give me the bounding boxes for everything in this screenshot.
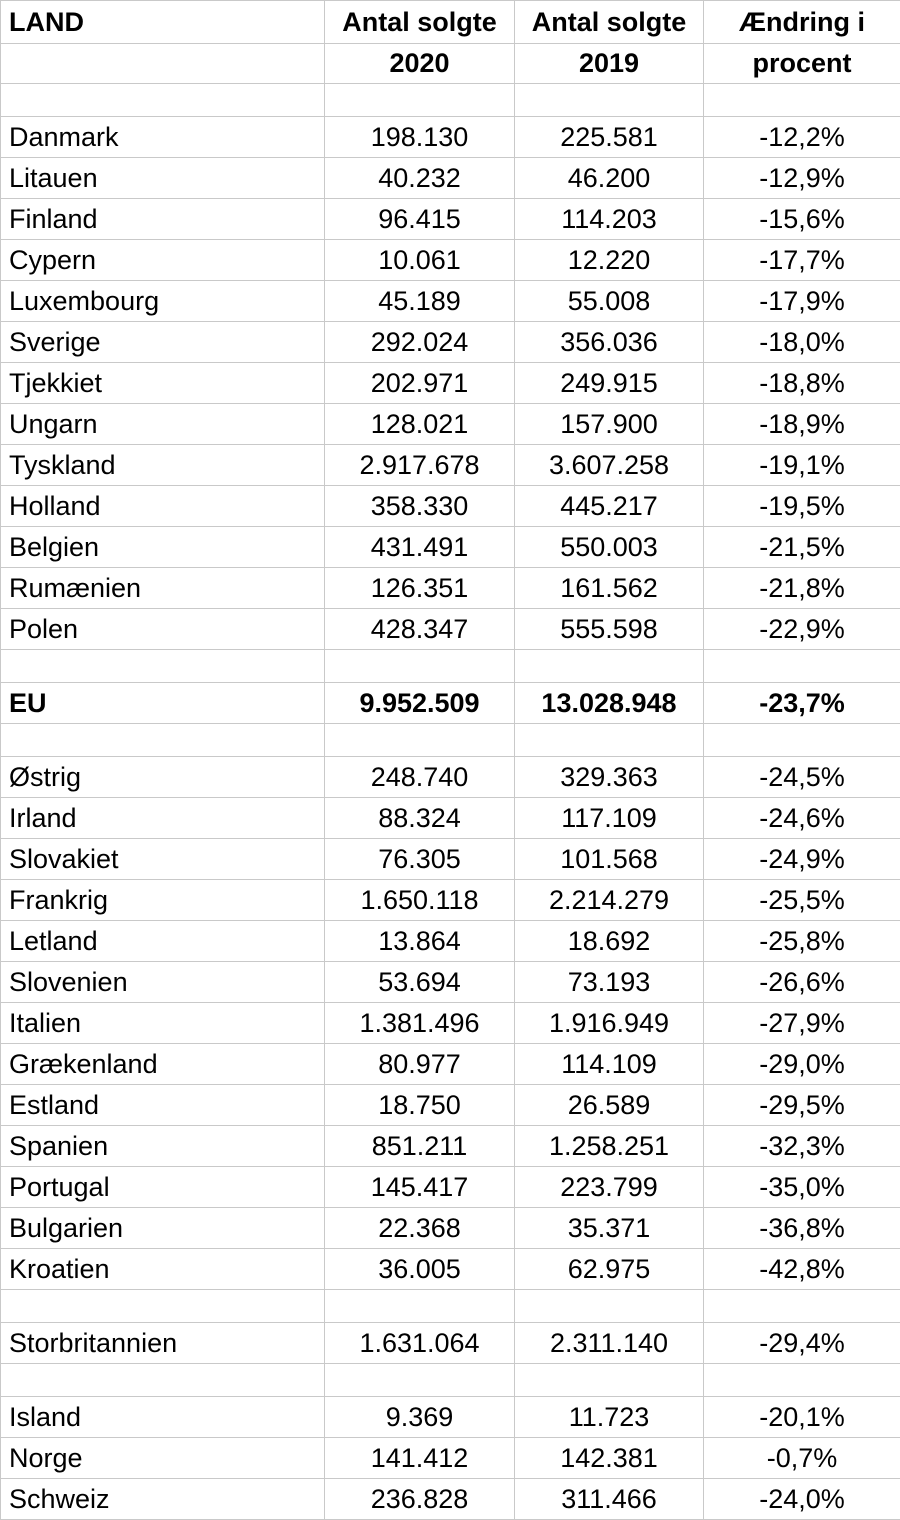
table-row (1, 527, 900, 568)
table-row (1, 281, 900, 322)
cell-change: -22,9% (704, 609, 900, 650)
table-row (1, 798, 900, 839)
spacer-cell (1, 650, 325, 683)
cell-sold-2019: 12.220 (515, 240, 704, 281)
cell-sold-2020: 1.650.118 (325, 880, 515, 921)
cell-sold-2020: 202.971 (325, 363, 515, 404)
spacer-cell (325, 650, 515, 683)
cell-change: -20,1% (704, 1397, 900, 1438)
column-header-sold-2019: Antal solgte (515, 1, 704, 44)
table-row (1, 322, 900, 363)
spacer-cell (515, 650, 704, 683)
spacer-cell (1, 1290, 325, 1323)
cell-sold-2020: 358.330 (325, 486, 515, 527)
spacer-row (1, 724, 900, 757)
cell-land: Luxembourg (1, 281, 325, 322)
column-header-sold-2020: Antal solgte (325, 1, 515, 44)
cell-land: Irland (1, 798, 325, 839)
cell-change: -17,9% (704, 281, 900, 322)
cell-land: Rumænien (1, 568, 325, 609)
cell-sold-2019: 445.217 (515, 486, 704, 527)
cell-change: -32,3% (704, 1126, 900, 1167)
spacer-cell (325, 724, 515, 757)
table-row (1, 609, 900, 650)
cell-sold-2019: 2.311.140 (515, 1323, 704, 1364)
spacer-row (1, 1364, 900, 1397)
cell-land: Danmark (1, 117, 325, 158)
cell-change: -26,6% (704, 962, 900, 1003)
cell-sold-2020: 141.412 (325, 1438, 515, 1479)
cell-land: Kroatien (1, 1249, 325, 1290)
cell-land: Frankrig (1, 880, 325, 921)
cell-land: Slovenien (1, 962, 325, 1003)
spacer-cell (515, 1290, 704, 1323)
cell-sold-2019: 3.607.258 (515, 445, 704, 486)
table-row (1, 1208, 900, 1249)
table-row (1, 1323, 900, 1364)
cell-change: -24,5% (704, 757, 900, 798)
cell-sold-2020: 128.021 (325, 404, 515, 445)
cell-land: Litauen (1, 158, 325, 199)
cell-sold-2020: 80.977 (325, 1044, 515, 1085)
cell-land: Estland (1, 1085, 325, 1126)
table-row (1, 1126, 900, 1167)
cell-land: Belgien (1, 527, 325, 568)
cell-change: -27,9% (704, 1003, 900, 1044)
table-row (1, 1438, 900, 1479)
cell-land: Island (1, 1397, 325, 1438)
cell-change: -24,6% (704, 798, 900, 839)
table-header (1, 1, 900, 84)
spacer-cell (325, 1290, 515, 1323)
total-row (1, 683, 900, 724)
cell-change: -23,7% (704, 683, 900, 724)
cell-sold-2019: 114.109 (515, 1044, 704, 1085)
cell-land: Slovakiet (1, 839, 325, 880)
cell-sold-2020: 1.631.064 (325, 1323, 515, 1364)
cell-land: Schweiz (1, 1479, 325, 1520)
cell-change: -18,9% (704, 404, 900, 445)
cell-sold-2020: 96.415 (325, 199, 515, 240)
cell-sold-2020: 9.952.509 (325, 683, 515, 724)
cell-sold-2019: 101.568 (515, 839, 704, 880)
spacer-cell (704, 650, 900, 683)
spacer-cell (515, 1364, 704, 1397)
cell-sold-2020: 1.381.496 (325, 1003, 515, 1044)
cell-land: Finland (1, 199, 325, 240)
cell-land: Tjekkiet (1, 363, 325, 404)
cell-sold-2020: 236.828 (325, 1479, 515, 1520)
cell-sold-2019: 35.371 (515, 1208, 704, 1249)
table-body (1, 84, 900, 1520)
spacer-cell (704, 1364, 900, 1397)
cell-change: -21,5% (704, 527, 900, 568)
column-header-land: LAND (1, 1, 325, 44)
table-row (1, 757, 900, 798)
cell-sold-2019: 550.003 (515, 527, 704, 568)
cell-change: -0,7% (704, 1438, 900, 1479)
cell-sold-2020: 53.694 (325, 962, 515, 1003)
table-row (1, 1044, 900, 1085)
spacer-cell (704, 724, 900, 757)
cell-sold-2020: 76.305 (325, 839, 515, 880)
cell-change: -42,8% (704, 1249, 900, 1290)
cell-land: Norge (1, 1438, 325, 1479)
table-row (1, 445, 900, 486)
cell-change: -21,8% (704, 568, 900, 609)
cell-sold-2020: 88.324 (325, 798, 515, 839)
column-header-year-2019: 2019 (515, 44, 704, 84)
table-row (1, 1397, 900, 1438)
spacer-cell (1, 724, 325, 757)
column-header-change: Ændring i (704, 1, 900, 44)
header-row-1 (1, 1, 900, 44)
cell-sold-2019: 62.975 (515, 1249, 704, 1290)
cell-sold-2020: 248.740 (325, 757, 515, 798)
cell-sold-2020: 198.130 (325, 117, 515, 158)
column-header-procent: procent (704, 44, 900, 84)
cell-land: Sverige (1, 322, 325, 363)
cell-land: Spanien (1, 1126, 325, 1167)
cell-sold-2020: 292.024 (325, 322, 515, 363)
cell-sold-2019: 223.799 (515, 1167, 704, 1208)
cell-change: -25,5% (704, 880, 900, 921)
spacer-row (1, 84, 900, 117)
spacer-cell (515, 84, 704, 117)
table-row (1, 921, 900, 962)
spacer-cell (325, 84, 515, 117)
cell-sold-2019: 356.036 (515, 322, 704, 363)
table-row (1, 962, 900, 1003)
cell-land: Ungarn (1, 404, 325, 445)
spacer-cell (704, 84, 900, 117)
cell-change: -19,5% (704, 486, 900, 527)
cell-sold-2020: 36.005 (325, 1249, 515, 1290)
cell-sold-2019: 249.915 (515, 363, 704, 404)
cell-change: -25,8% (704, 921, 900, 962)
cell-land: Polen (1, 609, 325, 650)
cell-sold-2019: 73.193 (515, 962, 704, 1003)
cell-sold-2020: 40.232 (325, 158, 515, 199)
column-header-year-2020: 2020 (325, 44, 515, 84)
cell-sold-2019: 161.562 (515, 568, 704, 609)
cell-sold-2019: 1.916.949 (515, 1003, 704, 1044)
cell-change: -15,6% (704, 199, 900, 240)
cell-sold-2020: 45.189 (325, 281, 515, 322)
cell-sold-2020: 13.864 (325, 921, 515, 962)
cell-sold-2019: 157.900 (515, 404, 704, 445)
cell-sold-2019: 11.723 (515, 1397, 704, 1438)
table-row (1, 839, 900, 880)
cell-sold-2019: 26.589 (515, 1085, 704, 1126)
cell-change: -36,8% (704, 1208, 900, 1249)
cell-sold-2019: 142.381 (515, 1438, 704, 1479)
spacer-cell (704, 1290, 900, 1323)
table-row (1, 1167, 900, 1208)
cell-sold-2020: 431.491 (325, 527, 515, 568)
table-row (1, 1085, 900, 1126)
spacer-row (1, 1290, 900, 1323)
cell-sold-2020: 851.211 (325, 1126, 515, 1167)
cell-sold-2019: 329.363 (515, 757, 704, 798)
table-row (1, 158, 900, 199)
cell-sold-2020: 9.369 (325, 1397, 515, 1438)
cell-sold-2020: 18.750 (325, 1085, 515, 1126)
cell-change: -24,0% (704, 1479, 900, 1520)
cell-sold-2019: 55.008 (515, 281, 704, 322)
cell-change: -29,4% (704, 1323, 900, 1364)
column-header-land-sub (1, 44, 325, 84)
spacer-cell (325, 1364, 515, 1397)
cell-sold-2019: 1.258.251 (515, 1126, 704, 1167)
cell-sold-2019: 117.109 (515, 798, 704, 839)
cell-land: Portugal (1, 1167, 325, 1208)
cell-sold-2020: 22.368 (325, 1208, 515, 1249)
table-row (1, 117, 900, 158)
cell-sold-2020: 145.417 (325, 1167, 515, 1208)
table-row (1, 568, 900, 609)
cell-land: Storbritannien (1, 1323, 325, 1364)
cell-sold-2019: 114.203 (515, 199, 704, 240)
cell-land: Italien (1, 1003, 325, 1044)
cell-land: Grækenland (1, 1044, 325, 1085)
cell-change: -18,0% (704, 322, 900, 363)
cell-land: Østrig (1, 757, 325, 798)
table-row (1, 1249, 900, 1290)
cell-land: Holland (1, 486, 325, 527)
header-row-2 (1, 44, 900, 84)
cell-change: -29,5% (704, 1085, 900, 1126)
cell-sold-2019: 18.692 (515, 921, 704, 962)
cell-sold-2020: 428.347 (325, 609, 515, 650)
cell-sold-2020: 2.917.678 (325, 445, 515, 486)
cell-sold-2019: 46.200 (515, 158, 704, 199)
cell-change: -35,0% (704, 1167, 900, 1208)
table-row (1, 404, 900, 445)
cell-sold-2019: 311.466 (515, 1479, 704, 1520)
cell-land: Tyskland (1, 445, 325, 486)
table-row (1, 1479, 900, 1520)
cell-sold-2019: 2.214.279 (515, 880, 704, 921)
cell-change: -18,8% (704, 363, 900, 404)
cell-sold-2019: 13.028.948 (515, 683, 704, 724)
table-row (1, 240, 900, 281)
table-row (1, 1003, 900, 1044)
cell-sold-2019: 555.598 (515, 609, 704, 650)
cell-sold-2019: 225.581 (515, 117, 704, 158)
cell-land: Cypern (1, 240, 325, 281)
cell-sold-2020: 10.061 (325, 240, 515, 281)
cell-change: -12,2% (704, 117, 900, 158)
table-row (1, 486, 900, 527)
cell-change: -17,7% (704, 240, 900, 281)
spacer-cell (1, 1364, 325, 1397)
cell-change: -24,9% (704, 839, 900, 880)
table-row (1, 363, 900, 404)
cell-change: -29,0% (704, 1044, 900, 1085)
cell-land: Bulgarien (1, 1208, 325, 1249)
table-row (1, 880, 900, 921)
cell-land: Letland (1, 921, 325, 962)
cell-change: -12,9% (704, 158, 900, 199)
cell-land: EU (1, 683, 325, 724)
cell-change: -19,1% (704, 445, 900, 486)
cell-sold-2020: 126.351 (325, 568, 515, 609)
spacer-cell (515, 724, 704, 757)
table-row (1, 199, 900, 240)
spacer-cell (1, 84, 325, 117)
spacer-row (1, 650, 900, 683)
